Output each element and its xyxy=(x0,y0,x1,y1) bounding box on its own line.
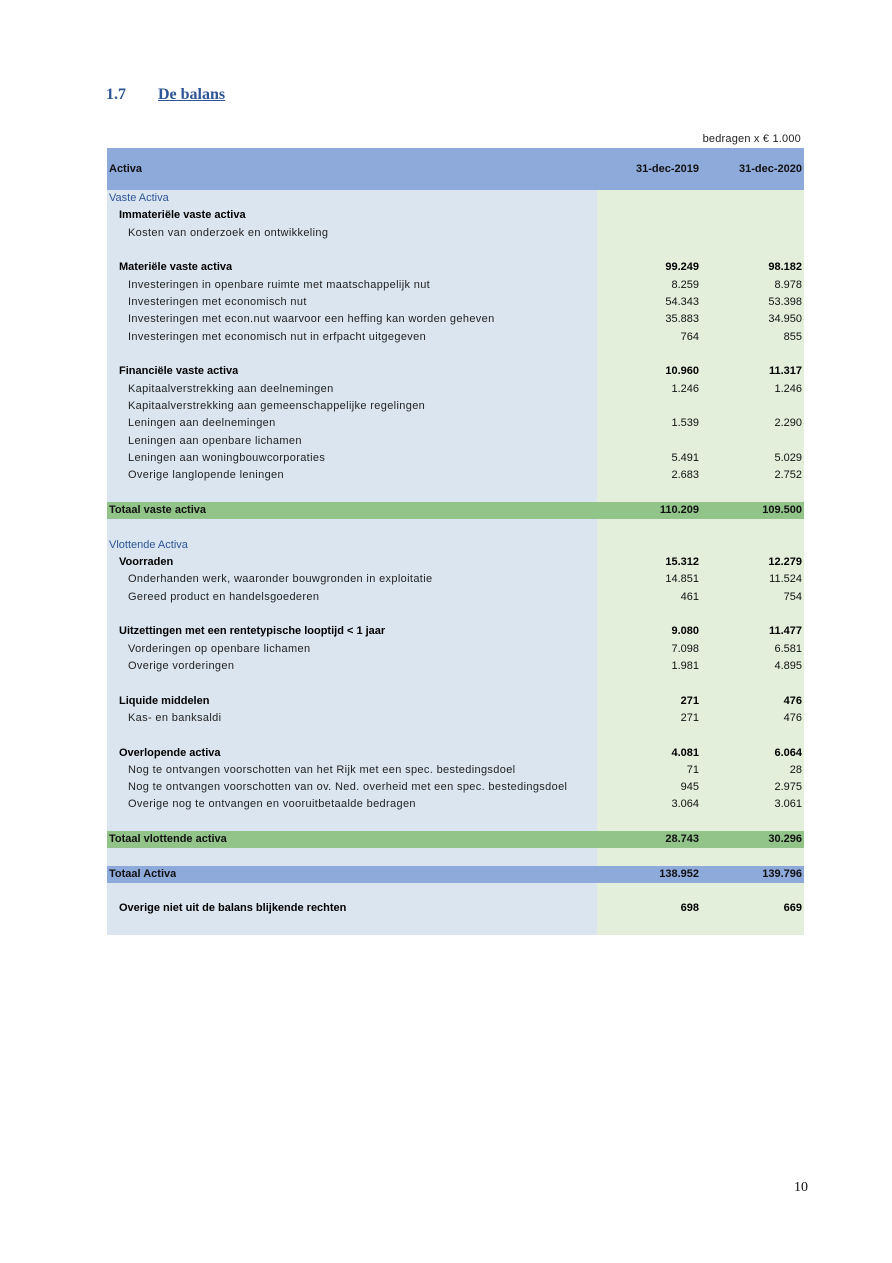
total-row xyxy=(107,502,804,519)
value-2019: 99.249 xyxy=(665,261,699,274)
group-row xyxy=(107,259,804,276)
table-row xyxy=(107,467,804,484)
value-2020: 2.752 xyxy=(774,469,802,482)
table-row xyxy=(107,381,804,398)
total-row xyxy=(107,831,804,848)
group-label: Liquide middelen xyxy=(119,694,210,707)
value-2020: 476 xyxy=(783,711,802,724)
table-row xyxy=(107,589,804,606)
group-label: Overlopende activa xyxy=(119,746,221,759)
value-2019: 3.064 xyxy=(671,798,699,811)
value-2020: 11.524 xyxy=(769,573,802,586)
group-label: Overige niet uit de balans blijkende rechten xyxy=(119,902,347,915)
table-header-row xyxy=(107,148,804,190)
value-2020: 3.061 xyxy=(774,798,802,811)
table-row xyxy=(107,277,804,294)
row-spacer xyxy=(107,848,804,865)
value-2020: 11.477 xyxy=(768,625,802,638)
row-label: Nog te ontvangen voorschotten van het Rijk met een spec. bestedingsdoel xyxy=(128,763,516,776)
header-col-2020: 31-dec-2020 xyxy=(739,163,802,175)
off-balance-row xyxy=(107,900,804,917)
value-2019: 271 xyxy=(680,711,699,724)
table-row xyxy=(107,329,804,346)
unit-note: bedragen x € 1.000 xyxy=(702,133,801,145)
value-2020: 2.290 xyxy=(774,417,802,430)
value-2019: 271 xyxy=(680,694,699,707)
value-2020: 12.279 xyxy=(768,555,802,568)
value-2020: 6.581 xyxy=(774,642,802,655)
value-2019: 1.981 xyxy=(671,659,699,672)
group-row xyxy=(107,363,804,380)
value-2019: 71 xyxy=(686,763,699,776)
section-number: 1.7 xyxy=(106,86,126,103)
value-2019: 1.246 xyxy=(671,382,699,395)
value-2020: 4.895 xyxy=(774,659,802,672)
value-2019: 945 xyxy=(680,781,699,794)
table-row xyxy=(107,796,804,813)
group-row xyxy=(107,623,804,640)
group-label: Materiële vaste activa xyxy=(119,261,233,274)
row-label: Leningen aan deelnemingen xyxy=(128,417,276,430)
value-2020: 98.182 xyxy=(768,261,802,274)
row-label: Kapitaalverstrekking aan deelnemingen xyxy=(128,382,334,395)
row-spacer xyxy=(107,814,804,831)
value-2019: 35.883 xyxy=(665,313,699,326)
value-2019: 54.343 xyxy=(665,295,699,308)
value-2020: 476 xyxy=(783,694,802,707)
row-label: Investeringen met econ.nut waarvoor een heffing kan worden geheven xyxy=(128,313,495,326)
group-label: Uitzettingen met een rentetypische looptijd < 1 jaar xyxy=(119,625,386,638)
group-row xyxy=(107,207,804,224)
section-title: De balans xyxy=(158,86,226,103)
value-2019: 461 xyxy=(680,590,699,603)
section-row xyxy=(107,537,804,554)
value-2020: 11.317 xyxy=(768,365,802,378)
value-2020: 754 xyxy=(783,590,802,603)
table-row xyxy=(107,294,804,311)
table-row xyxy=(107,450,804,467)
balance-sheet-table xyxy=(107,148,804,935)
group-row xyxy=(107,554,804,571)
row-spacer xyxy=(107,485,804,502)
row-spacer xyxy=(107,346,804,363)
value-2019: 1.539 xyxy=(671,417,699,430)
row-spacer xyxy=(107,606,804,623)
value-2019: 14.851 xyxy=(665,573,699,586)
value-2020: 669 xyxy=(783,902,802,915)
row-label: Overige vorderingen xyxy=(128,659,235,672)
row-label: Leningen aan woningbouwcorporaties xyxy=(128,451,326,464)
value-2020: 5.029 xyxy=(774,451,802,464)
value-2020: 2.975 xyxy=(774,781,802,794)
value-2019: 8.259 xyxy=(671,278,699,291)
value-2020: 109.500 xyxy=(762,503,802,516)
value-2020: 30.296 xyxy=(768,833,802,846)
table-row xyxy=(107,762,804,779)
value-2020: 855 xyxy=(783,330,802,343)
row-label: Investeringen met economisch nut in erfpacht uitgegeven xyxy=(128,330,427,343)
row-label: Overige nog te ontvangen en vooruitbetaalde bedragen xyxy=(128,798,416,811)
row-label: Onderhanden werk, waaronder bouwgronden in exploitatie xyxy=(128,573,433,586)
table-row xyxy=(107,225,804,242)
value-2020: 34.950 xyxy=(768,313,802,326)
table-row xyxy=(107,641,804,658)
value-2020: 139.796 xyxy=(762,867,802,880)
total-label: Totaal vaste activa xyxy=(109,503,207,516)
row-label: Vorderingen op openbare lichamen xyxy=(128,642,311,655)
row-spacer xyxy=(107,883,804,900)
group-label: Financiële vaste activa xyxy=(119,365,239,378)
row-label: Nog te ontvangen voorschotten van ov. Ned. overheid met een spec. bestedingsdoel xyxy=(128,781,568,794)
value-2019: 5.491 xyxy=(671,451,699,464)
value-2019: 7.098 xyxy=(671,642,699,655)
section-row xyxy=(107,190,804,207)
row-label: Kosten van onderzoek en ontwikkeling xyxy=(128,226,329,239)
value-2019: 2.683 xyxy=(671,469,699,482)
value-2020: 28 xyxy=(789,763,802,776)
row-spacer xyxy=(107,675,804,692)
row-label: Kas- en banksaldi xyxy=(128,711,222,724)
group-row xyxy=(107,745,804,762)
row-spacer xyxy=(107,242,804,259)
table-row xyxy=(107,779,804,796)
value-2019: 28.743 xyxy=(665,833,699,846)
value-2019: 110.209 xyxy=(659,503,699,516)
row-label: Gereed product en handelsgoederen xyxy=(128,590,320,603)
value-2019: 764 xyxy=(680,330,699,343)
header-label: Activa xyxy=(109,163,143,175)
section-label: Vaste Activa xyxy=(109,192,169,204)
total-label: Totaal vlottende activa xyxy=(109,833,227,846)
row-label: Investeringen in openbare ruimte met maatschappelijk nut xyxy=(128,278,431,291)
table-row xyxy=(107,571,804,588)
value-2019: 10.960 xyxy=(665,365,699,378)
row-label: Investeringen met economisch nut xyxy=(128,295,307,308)
table-row xyxy=(107,433,804,450)
value-2020: 53.398 xyxy=(768,295,802,308)
grand-total-row xyxy=(107,866,804,883)
value-2019: 698 xyxy=(680,902,699,915)
value-2019: 15.312 xyxy=(665,555,699,568)
page-number: 10 xyxy=(794,1180,808,1195)
value-2019: 138.952 xyxy=(659,867,699,880)
section-heading xyxy=(106,86,225,104)
value-2020: 1.246 xyxy=(774,382,802,395)
table-row xyxy=(107,658,804,675)
value-2020: 6.064 xyxy=(774,746,802,759)
row-label: Leningen aan openbare lichamen xyxy=(128,434,302,447)
total-label: Totaal Activa xyxy=(109,867,177,880)
row-label: Overige langlopende leningen xyxy=(128,469,284,482)
row-label: Kapitaalverstrekking aan gemeenschappelijke regelingen xyxy=(128,399,426,412)
row-spacer xyxy=(107,727,804,744)
header-col-2019: 31-dec-2019 xyxy=(636,163,699,175)
value-2020: 8.978 xyxy=(774,278,802,291)
table-row xyxy=(107,415,804,432)
group-row xyxy=(107,693,804,710)
group-label: Immateriële vaste activa xyxy=(119,209,246,222)
table-row xyxy=(107,311,804,328)
row-spacer xyxy=(107,918,804,935)
group-label: Voorraden xyxy=(119,555,174,568)
value-2019: 9.080 xyxy=(671,625,699,638)
table-row xyxy=(107,710,804,727)
table-row xyxy=(107,398,804,415)
section-label: Vlottende Activa xyxy=(109,538,188,551)
row-spacer xyxy=(107,519,804,536)
value-2019: 4.081 xyxy=(671,746,699,759)
